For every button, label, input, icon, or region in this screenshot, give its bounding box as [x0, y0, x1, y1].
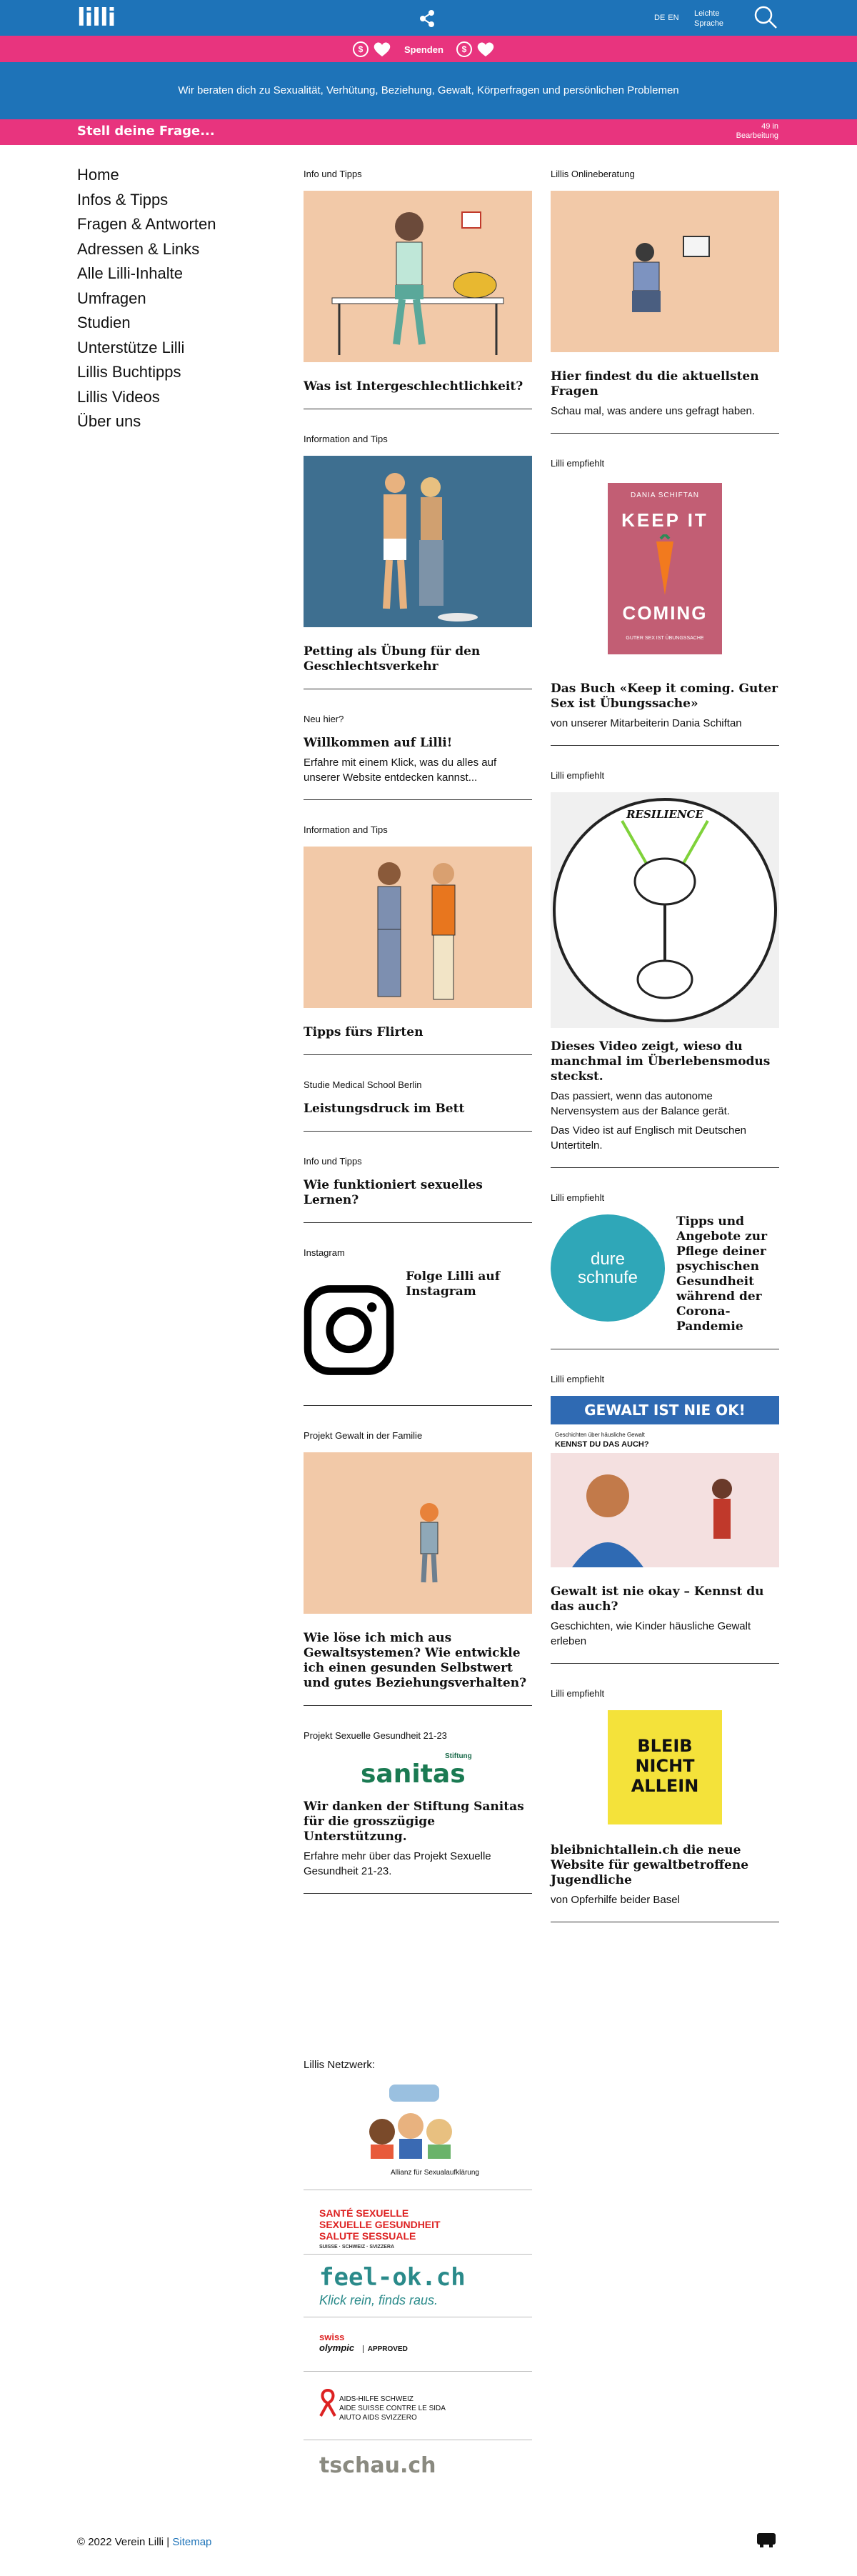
- card-desc: von unserer Mitarbeiterin Dania Schiftan: [551, 717, 742, 729]
- nav-videos[interactable]: Lillis Videos: [77, 387, 160, 406]
- footer: [77, 2536, 211, 2548]
- card-title: Wir danken der Stiftung Sanitas für die grosszügige Unterstützung.: [304, 1799, 524, 1844]
- card-intergeschlechtlichkeit[interactable]: [304, 163, 532, 409]
- card-illustration: [304, 456, 532, 627]
- search-icon[interactable]: [753, 4, 778, 30]
- easy-language-link[interactable]: [694, 9, 723, 29]
- card-kicker: Info und Tipps: [304, 1156, 362, 1167]
- card-gewalt-nie-ok[interactable]: [551, 1368, 779, 1664]
- card-resilience-video[interactable]: [551, 764, 779, 1168]
- questions-in-progress: [721, 122, 778, 141]
- aids-line2: AIDE SUISSE CONTRE LE SIDA: [339, 2405, 446, 2412]
- count-line2: Bearbeitung: [736, 131, 778, 140]
- aids-line1: AIDS-HILFE SCHWEIZ: [339, 2395, 414, 2403]
- nav-alle-inhalte[interactable]: Alle Lilli-Inhalte: [77, 264, 183, 282]
- red-ribbon-icon: [319, 2389, 336, 2417]
- intro-banner: Wir beraten dich zu Sexualität, Verhütung, Beziehung, Gewalt, Körperfragen und persönlichen Problemen: [0, 62, 857, 119]
- card-kicker: Lilli empfiehlt: [551, 1374, 605, 1384]
- coin-icon: $: [353, 41, 369, 57]
- card-willkommen[interactable]: [304, 708, 532, 800]
- right-column: [551, 163, 779, 1941]
- card-dure-schnufe[interactable]: [551, 1187, 779, 1349]
- card-kicker: Lillis Onlineberatung: [551, 169, 635, 179]
- sanitas-logo-text: sanitas: [361, 1759, 466, 1789]
- card-gewaltsysteme[interactable]: [304, 1424, 532, 1706]
- card-leistungsdruck[interactable]: [304, 1074, 532, 1132]
- card-title: bleibnichtallein.ch die neue Website für gewaltbetroffene Jugendliche: [551, 1843, 749, 1887]
- card-kicker: Lilli empfiehlt: [551, 1192, 605, 1203]
- gewalt-subtitle-2: KENNST DU DAS AUCH?: [555, 1440, 649, 1449]
- card-kicker: Instagram: [304, 1247, 345, 1258]
- card-kicker: Lilli empfiehlt: [551, 458, 605, 469]
- nav-infos-tipps[interactable]: Infos & Tipps: [77, 190, 169, 209]
- sanitas-logo-small: Stiftung: [445, 1752, 472, 1760]
- card-illustration: [304, 1452, 532, 1614]
- book-cover: [608, 483, 722, 654]
- logo-line3: ALLEIN: [631, 1776, 699, 1796]
- logo-line2: NICHT: [635, 1756, 695, 1776]
- network-allianz[interactable]: [304, 2079, 532, 2190]
- nav-ueber-uns[interactable]: Über uns: [77, 412, 141, 430]
- ask-question-bar[interactable]: [0, 119, 857, 145]
- aids-line3: AIUTO AIDS SVIZZERO: [339, 2414, 417, 2422]
- bleib-nicht-allein-logo: [608, 1710, 722, 1824]
- nav-umfragen[interactable]: Umfragen: [77, 289, 146, 307]
- card-title: Wie löse ich mich aus Gewaltsystemen? Wie entwickle ich einen gesunden Selbstwert und gutes Beziehungsverhalten?: [304, 1631, 527, 1690]
- book-title-2: COMING: [622, 602, 708, 624]
- logo-line1: BLEIB: [637, 1736, 693, 1756]
- heart-icon: [476, 41, 495, 57]
- donate-bar[interactable]: [0, 36, 857, 62]
- network-label: Lillis Netzwerk:: [304, 2059, 376, 2071]
- card-desc: Erfahre mehr über das Projekt Sexuelle Gesundheit 21-23.: [304, 1850, 491, 1877]
- card-desc-2: Das Video ist auf Englisch mit Deutschen Untertiteln.: [551, 1124, 747, 1152]
- card-kicker: Projekt Sexuelle Gesundheit 21-23: [304, 1730, 447, 1741]
- video-thumbnail[interactable]: [551, 792, 779, 1028]
- aids-hilfe-logo: [339, 2395, 446, 2422]
- nav-fragen-antworten[interactable]: Fragen & Antworten: [77, 215, 216, 233]
- card-illustration: [551, 191, 779, 352]
- card-title: Willkommen auf Lilli!: [304, 736, 453, 750]
- copyright: © 2022 Verein Lilli |: [77, 2536, 170, 2548]
- approved-text: APPROVED: [363, 2345, 408, 2353]
- card-illustration: [551, 1396, 779, 1567]
- card-bleibnichtallein[interactable]: [551, 1682, 779, 1922]
- gewalt-header: GEWALT IST NIE OK!: [551, 1396, 779, 1424]
- feelok-tagline: Klick rein, finds raus.: [319, 2293, 438, 2307]
- network-sante-sexuelle[interactable]: [304, 2190, 532, 2255]
- heart-icon: [373, 41, 391, 57]
- card-kicker: Lilli empfiehlt: [551, 1688, 605, 1699]
- nav-buchtipps[interactable]: Lillis Buchtipps: [77, 363, 181, 381]
- logo-line1: dure: [590, 1249, 626, 1269]
- card-onlineberatung[interactable]: [551, 163, 779, 434]
- feelok-logo: feel-ok.ch: [319, 2263, 466, 2292]
- card-title: Gewalt ist nie okay – Kennst du das auch?: [551, 1584, 764, 1614]
- card-title: Was ist Intergeschlechtlichkeit?: [304, 379, 523, 394]
- share-icon[interactable]: [417, 9, 437, 29]
- allianz-illustration: [361, 2082, 461, 2160]
- carrot-icon: [636, 534, 693, 599]
- swiss-olympic-logo: [319, 2332, 408, 2355]
- sante-line3: SALUTE SESSUALE: [319, 2230, 416, 2242]
- card-title: Tipps und Angebote zur Pflege deiner psychischen Gesundheit während der Corona-Pandemie: [676, 1214, 768, 1334]
- card-kicker: Neu hier?: [304, 714, 344, 724]
- card-title: Leistungsdruck im Bett: [304, 1102, 465, 1116]
- card-kicker: Information and Tips: [304, 434, 388, 444]
- instagram-icon: [304, 1269, 394, 1391]
- easy-language-line2: Sprache: [694, 19, 723, 28]
- book-subtitle: GUTER SEX IST ÜBUNGSSACHE: [626, 636, 704, 641]
- network-aids-hilfe[interactable]: [304, 2372, 532, 2440]
- card-illustration: [304, 191, 532, 362]
- card-title: Tipps fürs Flirten: [304, 1025, 424, 1039]
- card-kicker: Lilli empfiehlt: [551, 770, 605, 781]
- card-title: Wie funktioniert sexuelles Lernen?: [304, 1178, 483, 1207]
- card-sanitas[interactable]: [304, 1724, 532, 1894]
- lang-de[interactable]: DE: [654, 14, 666, 22]
- network-swiss-olympic[interactable]: [304, 2317, 532, 2372]
- lang-en[interactable]: EN: [668, 14, 679, 22]
- network-feel-ok[interactable]: [304, 2255, 532, 2317]
- card-title: Petting als Übung für den Geschlechtsverkehr: [304, 644, 481, 674]
- nav-studien[interactable]: Studien: [77, 314, 131, 331]
- ask-question-label: Stell deine Frage...: [77, 124, 215, 139]
- card-desc: Erfahre mit einem Klick, was du alles auf unserer Website entdecken kannst...: [304, 757, 497, 784]
- book-author: DANIA SCHIFTAN: [630, 491, 700, 499]
- language-switch: [654, 14, 682, 22]
- book-cover-area: [551, 480, 779, 666]
- card-title: Hier findest du die aktuellsten Fragen: [551, 369, 759, 399]
- chat-icon[interactable]: [756, 2531, 777, 2548]
- sitemap-link[interactable]: Sitemap: [172, 2536, 212, 2548]
- logo[interactable]: lilli: [77, 4, 116, 32]
- book-title-1: KEEP IT: [621, 509, 708, 531]
- olympic-text: olympic: [319, 2342, 355, 2353]
- sante-line2: SEXUELLE GESUNDHEIT: [319, 2219, 441, 2230]
- card-desc: Schau mal, was andere uns gefragt haben.: [551, 405, 756, 417]
- sanitas-logo: [304, 1752, 532, 1792]
- card-title: Das Buch «Keep it coming. Guter Sex ist Übungssache»: [551, 682, 778, 711]
- nav-unterstuetze[interactable]: Unterstütze Lilli: [77, 338, 185, 356]
- card-title: Dieses Video zeigt, wieso du manchmal im Überlebensmodus steckst.: [551, 1039, 771, 1084]
- card-title: Folge Lilli auf Instagram: [406, 1269, 501, 1299]
- easy-language-line1: Leichte: [694, 9, 720, 18]
- card-flirten[interactable]: [304, 819, 532, 1055]
- sante-logo: [319, 2207, 441, 2253]
- donate-label: Spenden: [404, 44, 443, 55]
- card-kicker: Info und Tipps: [304, 169, 362, 179]
- card-kicker: Studie Medical School Berlin: [304, 1079, 422, 1090]
- resilience-illustration: [551, 792, 779, 1028]
- sante-line1: SANTÉ SEXUELLE: [319, 2207, 409, 2219]
- dure-schnufe-logo: [551, 1214, 665, 1322]
- network-tschau[interactable]: [304, 2440, 532, 2492]
- coin-icon: $: [456, 41, 472, 57]
- logo-line2: schnufe: [577, 1268, 638, 1287]
- card-kicker: Projekt Gewalt in der Familie: [304, 1430, 423, 1441]
- card-petting[interactable]: [304, 428, 532, 689]
- count-line1: 49 in: [761, 122, 778, 131]
- card-illustration: [551, 1710, 779, 1832]
- card-desc: von Opferhilfe beider Basel: [551, 1894, 680, 1906]
- swiss-text: swiss: [319, 2332, 345, 2342]
- main-nav: [77, 163, 291, 434]
- nav-adressen-links[interactable]: Adressen & Links: [77, 239, 200, 258]
- card-sexuelles-lernen[interactable]: [304, 1150, 532, 1223]
- resilience-label: RESILIENCE: [626, 808, 703, 821]
- nav-home[interactable]: Home: [77, 166, 119, 184]
- allianz-label: Allianz für Sexualaufklärung: [391, 2169, 479, 2177]
- card-desc: Das passiert, wenn das autonome Nervensystem aus der Balance gerät.: [551, 1090, 730, 1117]
- middle-column: [304, 163, 532, 1912]
- gewalt-illustration: [551, 1453, 779, 1567]
- gewalt-subtitle: Geschichten über häusliche Gewalt: [555, 1432, 645, 1438]
- tschau-logo: tschau.ch: [319, 2453, 436, 2478]
- card-instagram[interactable]: [304, 1242, 532, 1406]
- sante-line4: SUISSE · SCHWEIZ · SVIZZERA: [319, 2245, 395, 2250]
- card-illustration: [304, 847, 532, 1008]
- top-bar: [0, 0, 857, 36]
- card-kicker: Information and Tips: [304, 824, 388, 835]
- card-keep-it-coming[interactable]: [551, 452, 779, 746]
- card-desc: Geschichten, wie Kinder häusliche Gewalt erleben: [551, 1620, 751, 1647]
